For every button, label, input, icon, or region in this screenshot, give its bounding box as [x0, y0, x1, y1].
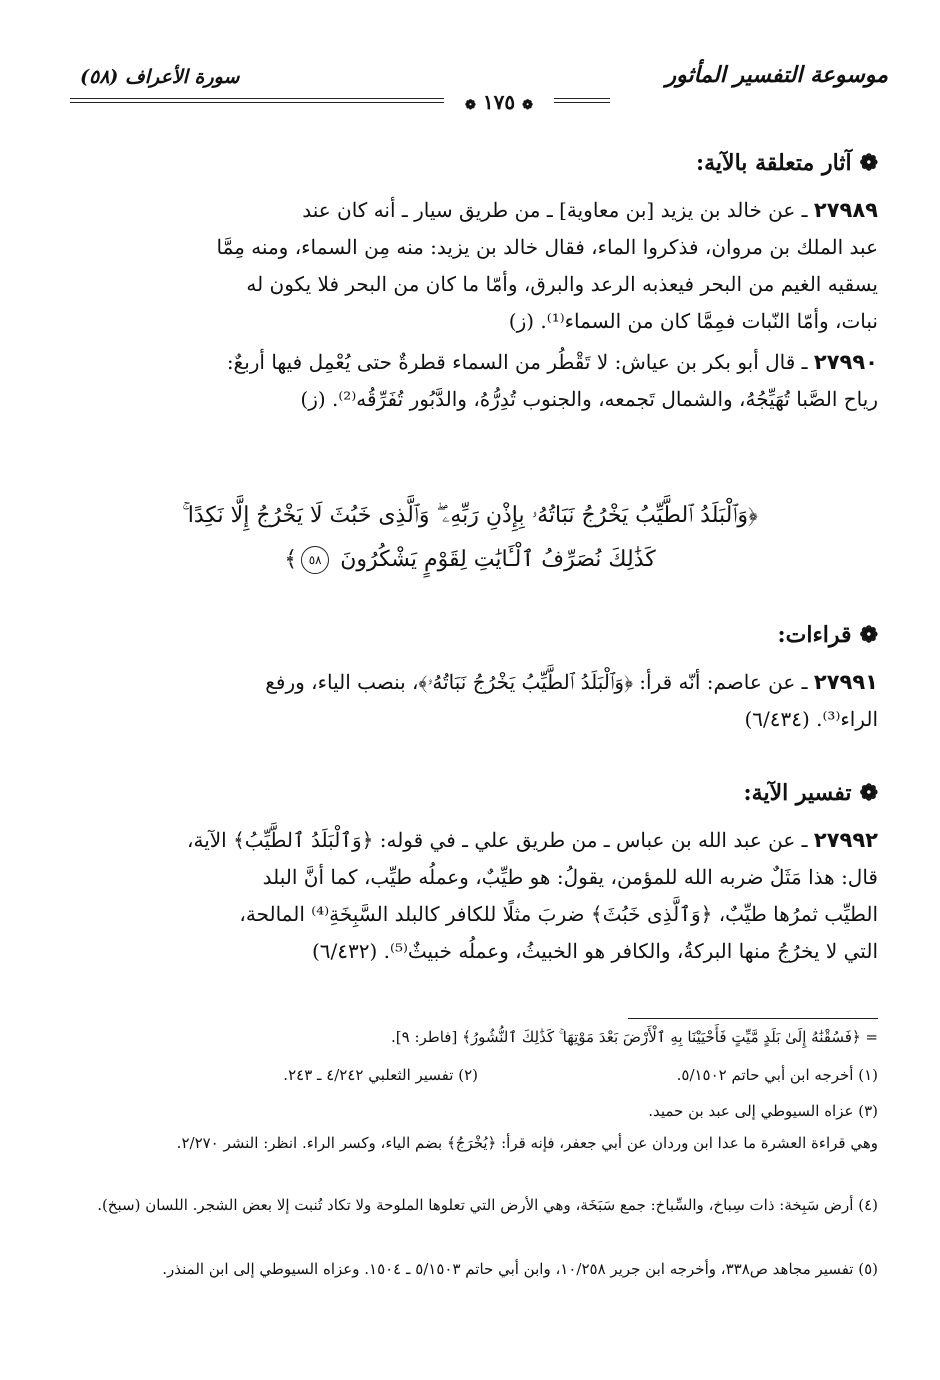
section-heading-tafsir: ❁تفسير الآية:: [743, 780, 878, 806]
header-rule-left: [80, 98, 410, 103]
section-heading-related: ❁آثار متعلقة بالآية:: [696, 150, 878, 176]
text-line: يسقيه الغيم من البحر فيعذبه الرعد والبرق، وأمّا ما كان من البحر فلا يكون له: [246, 272, 878, 296]
text-line: ـ عن عاصم: أنّه قرأ: ﴿وَٱلْبَلَدُ ٱلطَّيِّبُ يَخْرُجُ نَبَاتُهُۥ﴾، بنصب الياء، ورفع: [265, 670, 808, 694]
text-line: الطيِّب ثمرُها طيِّبٌ، ﴿وَٱلَّذِى خَبُثَ﴾ ضربَ مثلًا للكافر كالبلد السَّبِخَةِ⁽⁴⁾ المالحة،: [239, 902, 878, 926]
text-line: نبات، وأمّا النّبات فمِمَّا كان من السماء⁽¹⁾. (ز): [508, 309, 878, 333]
flower-icon: ❁: [859, 150, 878, 176]
flower-icon: ❁: [859, 780, 878, 806]
footnote-1: (١) أخرجه ابن أبي حاتم ٥/١٥٠٢.: [676, 1066, 878, 1084]
narration-number: ٢٧٩٩٢: [813, 828, 878, 852]
page-number: ❁ ١٧٥ ❁: [444, 90, 554, 114]
flower-icon: ❁: [859, 622, 878, 648]
footnote-row: [58, 1062, 878, 1089]
text-line: رياح الصَّبا تُهَيِّجُهُ، والشمال تَجمعه، والجنوب تُدِرُّهُ، والدَّبُور تُفَرِّقُه⁽²⁾. (ز): [300, 387, 878, 411]
ornament-icon: ❁: [465, 98, 476, 113]
text-line: ـ عن عبد الله بن عباس ـ من طريق علي ـ في قوله: ﴿وَٱلْبَلَدُ ٱلطَّيِّبُ﴾ الآية،: [187, 828, 808, 852]
ayah-line: كَذَٰلِكَ نُصَرِّفُ ٱلْـَٔايَٰتِ لِقَوْمٍ يَشْكُرُونَ: [340, 547, 656, 572]
narration-number: ٢٧٩٩١: [813, 670, 878, 694]
quran-ayah: [90, 494, 850, 582]
footnote-3-detail: وهي قراءة العشرة ما عدا ابن وردان عن أبي جعفر، فإنه قرأ: ﴿يُخْرَجُ﴾ بضم الياء، وكسر الراء. انظر: النشر ٢/٢٧٠.: [176, 1134, 878, 1152]
footnote-3: (٣) عزاه السيوطي إلى عبد بن حميد.: [648, 1102, 878, 1120]
footnote-continuation: = ﴿فَسُقْنَٰهُ إِلَىٰ بَلَدٍ مَّيِّتٍ فَأَحْيَيْنَا بِهِ ٱلْأَرْضَ بَعْدَ مَوْتِهَا ۚ كَذَٰلِكَ ٱلنُّشُورُ﴾ [فاطر: ٩].: [391, 1028, 878, 1046]
narration-number: ٢٧٩٩٠: [813, 350, 878, 374]
text-line: ـ قال أبو بكر بن عياش: لا تَقْطُر من السماء قطرةٌ حتى يُعْمِل فيها أربعٌ:: [226, 350, 808, 374]
narration-27991: [66, 664, 878, 738]
narration-27990: [66, 344, 878, 418]
footnote-2: (٢) تفسير الثعلبي ٤/٢٤٢ ـ ٢٤٣.: [283, 1066, 478, 1084]
ayah-close-bracket: ﴾: [284, 547, 298, 572]
narration-27992: [66, 822, 878, 970]
surah-header: سورة الأعراف (٥٨): [80, 66, 240, 88]
ayah-number-marker: ٥٨: [301, 546, 329, 574]
narration-number: ٢٧٩٨٩: [813, 198, 878, 222]
narration-27989: [66, 192, 878, 340]
text-line: ـ عن خالد بن يزيد [بن معاوية] ـ من طريق سيار ـ أنه كان عند: [302, 198, 808, 222]
text-line: الراء⁽³⁾. (٦/٤٣٤): [744, 707, 878, 731]
text-line: التي لا يخرُجُ منها البركةُ، والكافر هو الخبيثُ، وعملُه خبيثٌ⁽⁵⁾. (٦/٤٣٢): [311, 939, 878, 963]
footnote-4: (٤) أرض سَبِخة: ذات سِباخ، والسِّباخ: جمع سَبَخَة، وهي الأرض التي تعلوها الملوحة ولا تكاد تُنبت إلا بعض الشجر. اللسان (سبخ).: [97, 1196, 878, 1214]
text-line: عبد الملك بن مروان، فذكروا الماء، فقال خالد بن يزيد: منه مِن السماء، ومنه مِمَّا: [216, 235, 878, 259]
ornament-icon: ❁: [522, 98, 533, 113]
footnote-separator: [628, 1018, 878, 1019]
footnote-5: (٥) تفسير مجاهد ص٣٣٨، وأخرجه ابن جرير ١٠/٢٥٨، وابن أبي حاتم ٥/١٥٠٣ ـ ١٥٠٤. وعزاه السيوطي إلى ابن المنذر.: [162, 1260, 878, 1278]
section-heading-readings: ❁قراءات:: [777, 622, 878, 648]
book-title: موسوعة التفسير المأثور: [665, 62, 888, 88]
text-line: قال: هذا مَثَلٌ ضربه الله للمؤمن، يقولُ: هو طيِّبٌ، وعملُه طيِّب، كما أنَّ البلد: [262, 865, 878, 889]
ayah-line: ﴿وَٱلْبَلَدُ ٱلطَّيِّبُ يَخْرُجُ نَبَاتُهُۥ بِإِذْنِ رَبِّهِۦ ۖ وَٱلَّذِى خَبُثَ لَا يَخْرُجُ إِلَّا نَكِدًا ۚ: [182, 503, 758, 528]
